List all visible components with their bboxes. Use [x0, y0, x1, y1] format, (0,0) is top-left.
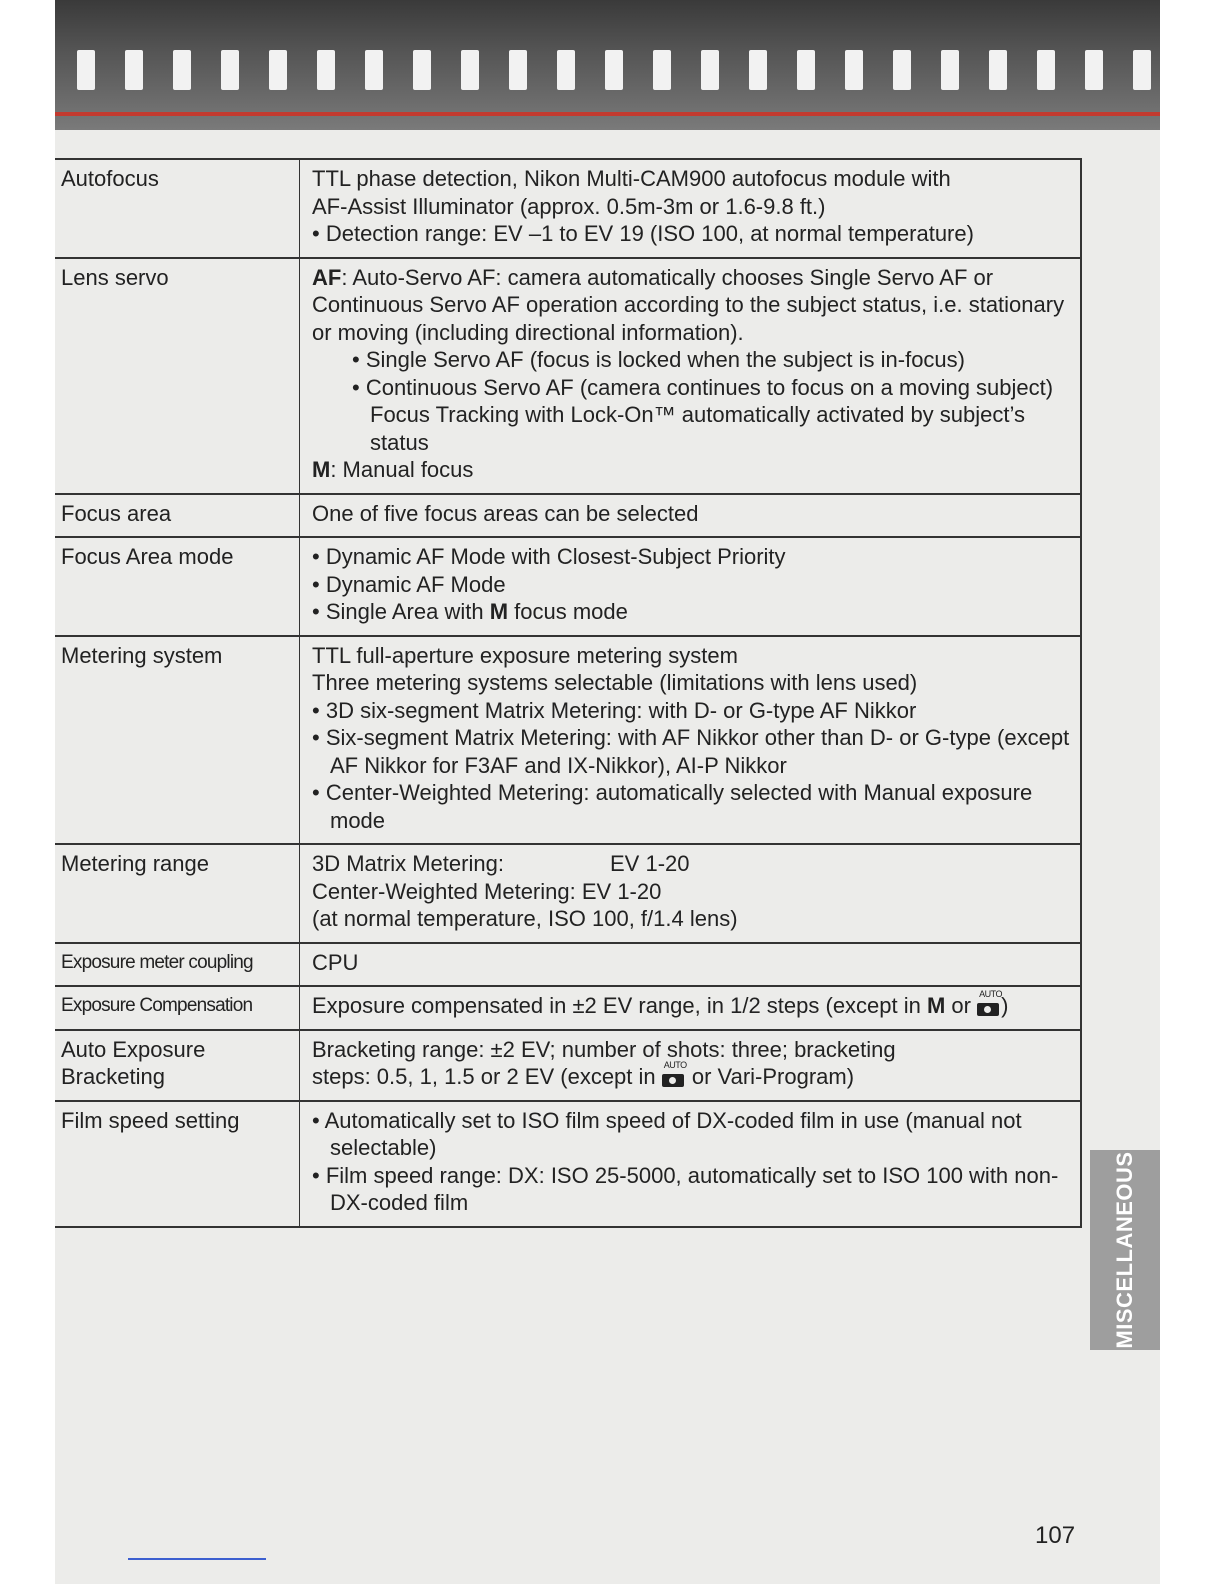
spec-bullet: • Center-Weighted Metering: automatically selected with Manual exposure mode — [312, 779, 1072, 834]
spec-bullet: • Six-segment Matrix Metering: with AF Nikkor other than D- or G-type (except AF Nikkor for F3AF and IX-Nikkor), AI-P Nikkor — [312, 724, 1072, 779]
filmstrip-sprocket-holes — [55, 50, 1160, 90]
sprocket-hole — [605, 50, 623, 90]
spec-label: Metering range — [55, 844, 300, 943]
spec-line — [312, 850, 1072, 878]
spec-paragraph — [312, 456, 1072, 484]
spec-value — [300, 258, 1082, 494]
spec-label: Exposure meter coupling — [55, 943, 300, 987]
specifications-table — [55, 158, 1082, 1228]
spec-text: steps: 0.5, 1, 1.5 or 2 EV (except in — [312, 1064, 662, 1089]
spec-bullet — [312, 598, 1072, 626]
spec-label — [55, 1030, 300, 1101]
auto-tag: AUTO — [979, 989, 1002, 999]
spec-text: focus mode — [508, 599, 628, 624]
sprocket-hole — [797, 50, 815, 90]
sprocket-hole — [941, 50, 959, 90]
table-row — [55, 1030, 1081, 1101]
spec-line — [312, 878, 1072, 906]
spec-bullet: • Dynamic AF Mode with Closest-Subject Priority — [312, 543, 1072, 571]
table-row — [55, 844, 1081, 943]
sprocket-hole — [989, 50, 1007, 90]
sprocket-hole — [845, 50, 863, 90]
table-row — [55, 258, 1081, 494]
sprocket-hole — [1085, 50, 1103, 90]
sprocket-hole — [749, 50, 767, 90]
mode-key: AF — [312, 264, 342, 290]
spec-line: Three metering systems selectable (limitations with lens used) — [312, 670, 918, 695]
mode-key: M — [312, 457, 331, 482]
sprocket-hole — [461, 50, 479, 90]
spec-label: Film speed setting — [55, 1101, 300, 1227]
spec-paragraph — [312, 264, 1072, 347]
spec-value — [300, 159, 1082, 258]
sprocket-hole — [125, 50, 143, 90]
spec-label: Exposure Compensation — [55, 986, 300, 1030]
table-row — [55, 159, 1081, 258]
spec-value: One of five focus areas can be selected — [300, 494, 1082, 538]
spec-label-line: Bracketing — [61, 1064, 165, 1089]
sprocket-hole — [221, 50, 239, 90]
spec-value — [300, 1101, 1082, 1227]
spec-line: Bracketing range: ±2 EV; number of shots: three; bracketing — [312, 1036, 896, 1062]
page-number: 107 — [1035, 1522, 1076, 1549]
spec-line: (at normal temperature, ISO 100, f/1.4 lens) — [312, 906, 738, 931]
auto-tag: AUTO — [663, 1060, 687, 1070]
spec-bullet: • Dynamic AF Mode — [312, 571, 1072, 599]
sprocket-hole — [653, 50, 671, 90]
spec-bullet: • Automatically set to ISO film speed of DX-coded film in use (manual not selectable) — [312, 1107, 1072, 1162]
auto-camera-icon — [662, 1060, 687, 1086]
sprocket-hole — [557, 50, 575, 90]
table-row — [55, 494, 1081, 538]
spec-value — [300, 844, 1082, 943]
spec-label: Lens servo — [55, 258, 300, 494]
mode-key: M — [489, 599, 509, 624]
spec-label: Autofocus — [55, 159, 300, 258]
sprocket-hole — [317, 50, 335, 90]
spec-text: ) — [1001, 993, 1009, 1018]
spec-value: CPU — [300, 943, 1082, 987]
sprocket-hole — [173, 50, 191, 90]
spec-text: or — [945, 993, 978, 1018]
section-tab-label: MISCELLANEOUS — [1112, 1151, 1137, 1349]
spec-line: TTL phase detection, Nikon Multi-CAM900 autofocus module with — [312, 166, 951, 191]
spec-text: or Vari-Program) — [685, 1064, 855, 1089]
spec-text: Exposure compensated in ±2 EV range, in 1/2 steps (except in — [312, 993, 927, 1018]
auto-camera-icon — [977, 989, 1002, 1015]
spec-text: 3D Matrix Metering: — [312, 851, 504, 876]
sprocket-hole — [413, 50, 431, 90]
spec-label: Focus Area mode — [55, 537, 300, 636]
sprocket-hole — [509, 50, 527, 90]
sprocket-hole — [893, 50, 911, 90]
spec-label: Focus area — [55, 494, 300, 538]
spec-line: TTL full-aperture exposure metering system — [312, 642, 738, 668]
sprocket-hole — [77, 50, 95, 90]
spec-text: : Auto-Servo AF: camera automatically chooses Single Servo AF or Continuous Servo AF operation according to the subject status, i.e. stationary or moving (including directional information). — [312, 264, 1065, 345]
sprocket-hole — [269, 50, 287, 90]
divider — [128, 1558, 266, 1560]
table-row — [55, 636, 1081, 845]
spec-value — [300, 986, 1082, 1030]
sprocket-hole — [365, 50, 383, 90]
table-row — [55, 537, 1081, 636]
spec-value — [300, 1030, 1082, 1101]
spec-value — [300, 537, 1082, 636]
spec-line: AF-Assist Illuminator (approx. 0.5m-3m or 1.6-9.8 ft.) — [312, 193, 826, 219]
spec-label: Metering system — [55, 636, 300, 845]
section-tab — [1090, 1150, 1160, 1350]
spec-bullet: • Detection range: EV –1 to EV 19 (ISO 100, at normal temperature) — [312, 220, 1072, 248]
filmstrip-red-stripe — [55, 112, 1160, 116]
sprocket-hole — [1133, 50, 1151, 90]
table-row — [55, 943, 1081, 987]
camera-glyph — [977, 1003, 999, 1016]
sprocket-hole — [701, 50, 719, 90]
camera-glyph — [662, 1074, 684, 1087]
spec-value — [300, 636, 1082, 845]
spec-bullet: • 3D six-segment Matrix Metering: with D- or G-type AF Nikkor — [312, 697, 1072, 725]
table-row — [55, 986, 1081, 1030]
spec-text: : Manual focus — [330, 457, 474, 482]
ev-value: EV 1-20 — [581, 878, 662, 904]
table-row — [55, 1101, 1081, 1227]
mode-key: M — [926, 993, 946, 1018]
spec-bullet: • Single Servo AF (focus is locked when the subject is in-focus) — [352, 346, 1072, 374]
filmstrip-header — [55, 0, 1160, 130]
spec-line — [312, 1060, 1072, 1091]
spec-bullet: • Film speed range: DX: ISO 25-5000, automatically set to ISO 100 with non-DX-coded film — [312, 1162, 1072, 1217]
spec-bullet: • Continuous Servo AF (camera continues to focus on a moving subject) Focus Tracking with Lock-On™ automatically activated by subject’s status — [352, 374, 1072, 457]
spec-label-line: Auto Exposure — [61, 1036, 206, 1062]
spec-text: Single Area with — [325, 599, 490, 624]
ev-value: EV 1-20 — [610, 851, 690, 876]
sprocket-hole — [1037, 50, 1055, 90]
spec-text: Center-Weighted Metering: — [312, 878, 576, 904]
